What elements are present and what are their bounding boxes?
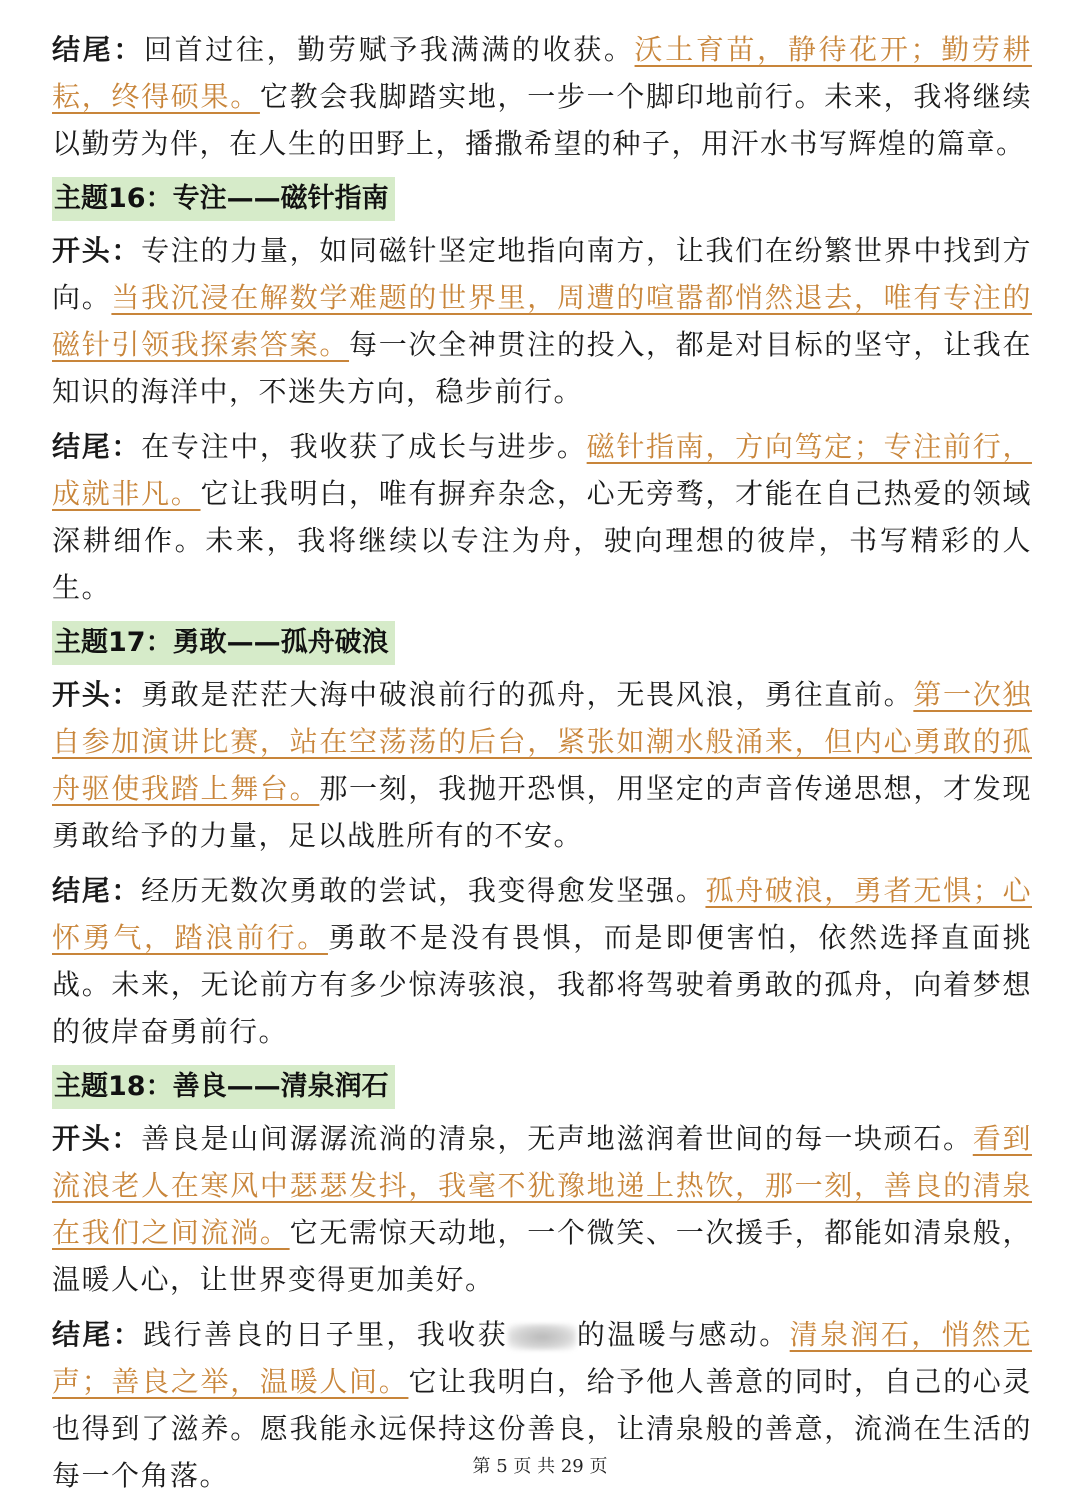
ending-text: 在专注中，我收获了成长与进步。 — [141, 430, 587, 463]
ending-text-continued: 它让我明白，唯有摒弃杂念，心无旁骛，才能在自己热爱的领域深耕细作。未来，我将继续以专注为舟，驶向理想的彼岸，书写精彩的人生。 — [52, 477, 1032, 604]
theme16-heading: 主题16：专注——磁针指南 — [52, 177, 395, 221]
opening-text: 勇敢是茫茫大海中破浪前行的孤舟，无畏风浪，勇往直前。 — [141, 678, 914, 711]
ending-text-continued: 它教会我脚踏实地，一步一个脚印地前行。未来，我将继续以勤劳为伴，在人生的田野上，播撒希望的种子，用汗水书写辉煌的篇章。 — [52, 80, 1032, 160]
theme18-heading: 主题18：善良——清泉润石 — [52, 1065, 395, 1109]
theme17-heading: 主题17：勇敢——孤舟破浪 — [52, 621, 395, 665]
theme16-ending-paragraph — [52, 423, 1032, 611]
opening-text-continued: 它无需惊天动地，一个微笑、一次援手，都能如清泉般，温暖人心，让世界变得更加美好。 — [52, 1216, 1032, 1296]
blurred-redaction — [508, 1324, 576, 1350]
highlighted-sentence: 沃土育苗，静待花开；勤劳耕耘，终得硕果。 — [52, 33, 1032, 113]
theme18-opening-paragraph — [52, 1115, 1032, 1303]
highlighted-sentence: 孤舟破浪，勇者无惧；心怀勇气，踏浪前行。 — [52, 874, 1032, 954]
theme16-opening-paragraph — [52, 227, 1032, 415]
ending-text-continued: 勇敢不是没有畏惧，而是即便害怕，依然选择直面挑战。未来，无论前方有多少惊涛骇浪，我都将驾驶着勇敢的孤舟，向着梦想的彼岸奋勇前行。 — [52, 921, 1032, 1048]
opening-label: 开头： — [52, 678, 142, 711]
theme15-ending-paragraph — [52, 26, 1032, 167]
opening-label: 开头： — [52, 1122, 142, 1155]
document-page — [52, 26, 1032, 1507]
theme17-opening-paragraph — [52, 671, 1032, 859]
ending-text-continued: 它让我明白，给予他人善意的同时，自己的心灵也得到了滋养。愿我能永远保持这份善良，让清泉般的善意，流淌在生活的每一个角落。 — [52, 1365, 1032, 1492]
ending-label: 结尾： — [52, 33, 144, 66]
theme17-ending-paragraph — [52, 867, 1032, 1055]
ending-text: 践行善良的日子里，我收获 — [143, 1318, 508, 1351]
opening-text-continued: 那一刻，我抛开恐惧，用坚定的声音传递思想，才发现勇敢给予的力量，足以战胜所有的不安。 — [52, 772, 1032, 852]
opening-text-continued: 每一次全神贯注的投入，都是对目标的坚守，让我在知识的海洋中，不迷失方向，稳步前行。 — [52, 328, 1032, 408]
highlighted-sentence: 磁针指南，方向笃定；专注前行，成就非凡。 — [52, 430, 1032, 510]
opening-text: 善良是山间潺潺流淌的清泉，无声地滋润着世间的每一块顽石。 — [141, 1122, 973, 1155]
opening-label: 开头： — [52, 234, 142, 267]
ending-label: 结尾： — [52, 430, 142, 463]
highlighted-sentence: 当我沉浸在解数学难题的世界里，周遭的喧嚣都悄然退去，唯有专注的磁针引领我探索答案。 — [52, 281, 1032, 361]
ending-text-after-redaction: 的温暖与感动。 — [575, 1318, 790, 1351]
ending-text: 回首过往，勤劳赋予我满满的收获。 — [143, 33, 635, 66]
highlighted-sentence: 第一次独自参加演讲比赛，站在空荡荡的后台，紧张如潮水般涌来，但内心勇敢的孤舟驱使我踏上舞台。 — [52, 678, 1032, 805]
opening-text: 专注的力量，如同磁针坚定地指向南方，让我们在纷繁世界中找到方向。 — [52, 234, 1032, 314]
page-number-footer: 第 5 页 共 29 页 — [472, 1456, 608, 1477]
highlighted-sentence: 清泉润石，悄然无声；善良之举，温暖人间。 — [52, 1318, 1032, 1398]
ending-text: 经历无数次勇敢的尝试，我变得愈发坚强。 — [141, 874, 706, 907]
ending-label: 结尾： — [52, 1318, 144, 1351]
ending-label: 结尾： — [52, 874, 142, 907]
highlighted-sentence: 看到流浪老人在寒风中瑟瑟发抖，我毫不犹豫地递上热饮，那一刻，善良的清泉在我们之间流淌。 — [52, 1122, 1032, 1249]
